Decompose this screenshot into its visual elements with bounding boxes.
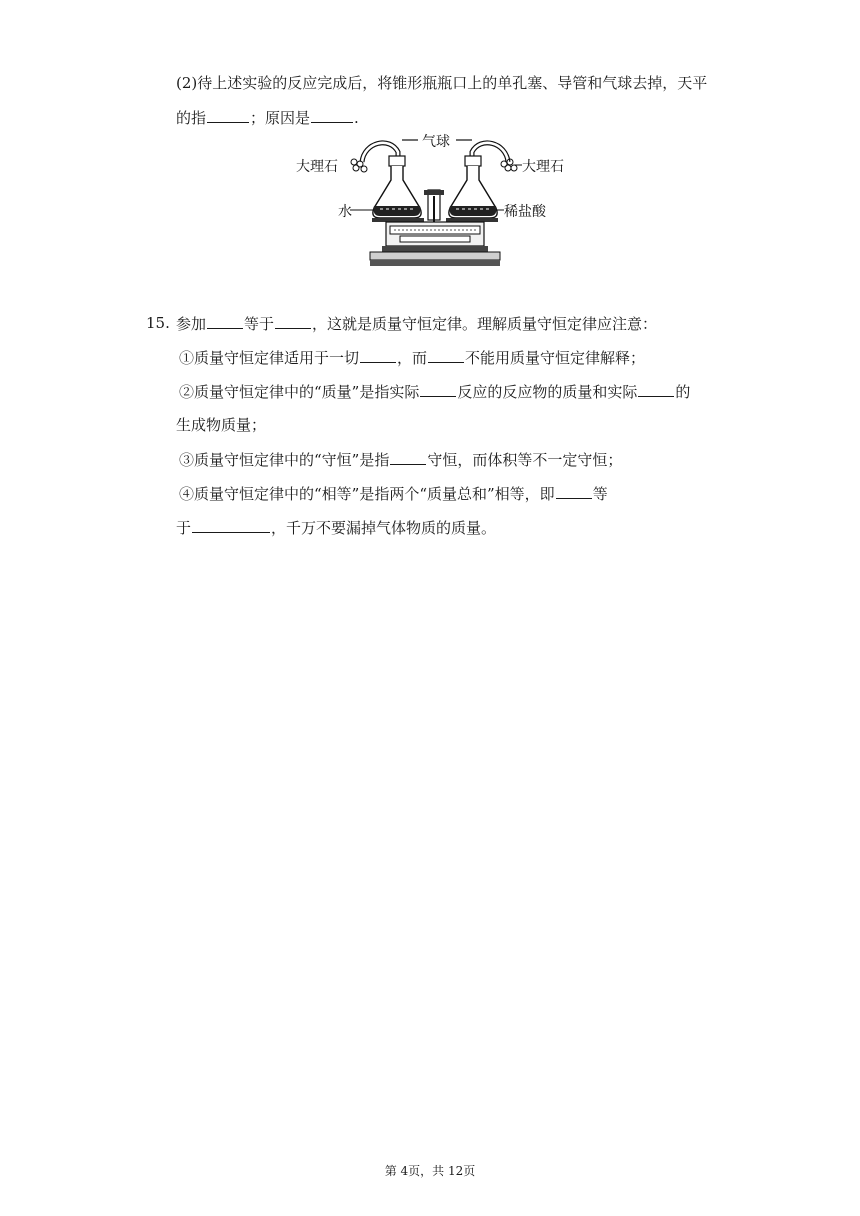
q14-text-c: . [354,109,359,127]
q15-text: ②质量守恒定律中的“质量”是指实际 [179,383,420,401]
q15-text: 不能用质量守恒定律解释； [465,349,646,367]
answer-blank[interactable] [275,313,311,329]
q15-text: 参加 [176,315,207,333]
q15-text: 于 [176,519,192,537]
answer-blank[interactable] [311,107,353,123]
q15-text: 反应的反应物的质量和实际 [457,383,638,401]
answer-blank[interactable] [390,449,426,465]
q15-text: ，这就是质量守恒定律。理解质量守恒定律应注意： [312,315,658,333]
q15-text: ，千万不要漏掉气体物质的质量。 [271,519,497,537]
q15-text: 等于 [244,315,275,333]
label-marble-left: 大理石 [296,159,338,175]
q15-line1 [176,313,657,334]
q15-text: ③质量守恒定律中的“守恒”是指 [179,451,390,469]
q15-line4: 生成物质量； [176,416,267,434]
label-acid: 稀盐酸 [504,204,546,220]
q14-text-a: 的指 [176,109,207,127]
label-water: 水 [338,204,352,220]
question-number: 15. [146,314,170,332]
answer-blank[interactable] [638,381,674,397]
q15-line2 [179,347,645,368]
answer-blank[interactable] [207,107,249,123]
label-marble-right: 大理石 [522,159,564,175]
answer-blank[interactable] [192,517,270,533]
label-balloon: 气球 [422,134,450,150]
q15-line7 [176,517,496,538]
answer-blank[interactable] [207,313,243,329]
q15-line5 [179,449,622,470]
q15-line6 [179,483,608,504]
page-footer: 第 4页，共 12页 [384,1164,476,1178]
q15-text: 的 [675,383,691,401]
answer-blank[interactable] [428,347,464,363]
q15-text: ，而 [397,349,428,367]
answer-blank[interactable] [360,347,396,363]
q14-text-b: ；原因是 [250,109,311,127]
q15-text: 等 [592,485,608,503]
q14-part2-line1: (2)待上述实验的反应完成后，将锥形瓶瓶口上的单孔塞、导管和气球去掉，天平 [176,74,708,92]
q15-text: ①质量守恒定律适用于一切 [179,349,360,367]
balance-experiment-figure [290,128,580,274]
answer-blank[interactable] [420,381,456,397]
q15-text: 守恒，而体积等不一定守恒； [427,451,623,469]
answer-blank[interactable] [556,483,592,499]
q15-line3 [179,381,690,402]
q15-text: ④质量守恒定律中的“相等”是指两个“质量总和”相等，即 [179,485,555,503]
q14-part2-line2 [176,107,359,128]
